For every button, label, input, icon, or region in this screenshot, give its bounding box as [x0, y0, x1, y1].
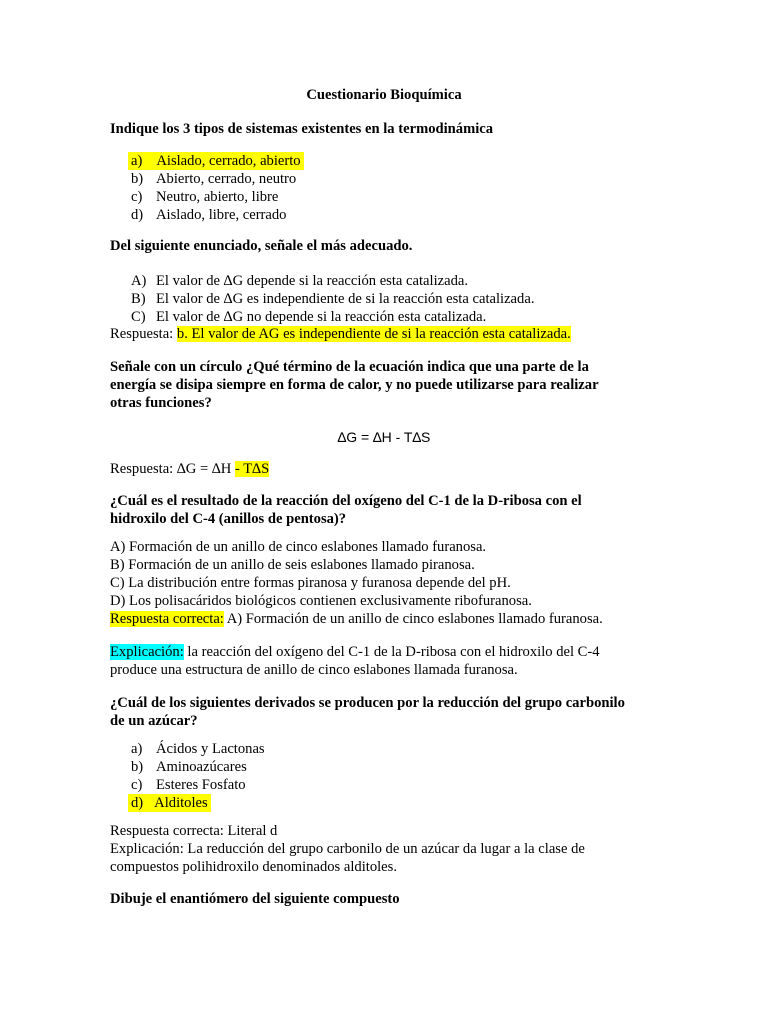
q4-answer-text: A) Formación de un anillo de cinco eslabones llamado furanosa.	[226, 611, 603, 627]
question-6: Dibuje el enantiómero del siguiente compuesto	[110, 891, 400, 907]
q2-option-b-marker: B)	[131, 291, 146, 307]
q1-option-b-marker: b)	[131, 171, 144, 187]
question-2: Del siguiente enunciado, señale el más adecuado.	[110, 238, 413, 254]
question-4-line-1: ¿Cuál es el resultado de la reacción del oxígeno del C-1 de la D-ribosa con el	[110, 493, 582, 509]
q2-option-a-marker: A)	[131, 273, 147, 289]
q5-answer: Respuesta correcta: Literal d	[110, 823, 278, 839]
q3-equation: ∆G = ∆H - T∆S	[337, 429, 431, 445]
page-title: Cuestionario Bioquímica	[306, 87, 462, 103]
q2-option-a-text: El valor de ∆G depende si la reacción esta catalizada.	[156, 273, 468, 289]
q2-answer-highlight: b. El valor de AG es independiente de si la reacción esta catalizada.	[176, 326, 571, 342]
question-5-line-1: ¿Cuál de los siguientes derivados se producen por la reducción del grupo carbonilo	[110, 695, 625, 711]
q4-option-a: A) Formación de un anillo de cinco eslabones llamado furanosa.	[110, 539, 487, 555]
q5-option-c-marker: c)	[131, 777, 143, 793]
q4-answer-label: Respuesta correcta:	[110, 611, 224, 627]
q4-explanation-line-1	[110, 643, 600, 661]
question-4-line-2: hidroxilo del C-4 (anillos de pentosa)?	[110, 511, 347, 527]
q5-explanation-line-2: compuestos polihidroxilo denominados alditoles.	[110, 859, 397, 875]
q3-answer-label: Respuesta: ∆G = ∆H	[110, 461, 232, 477]
q2-answer-label: Respuesta:	[110, 326, 174, 342]
q5-option-d-text: Alditoles	[154, 795, 208, 811]
q5-option-a-marker: a)	[131, 741, 143, 757]
q5-option-b-text: Aminoazúcares	[156, 759, 247, 775]
q1-option-a-marker: a)	[131, 153, 143, 169]
question-3-line-2: energía se disipa siempre en forma de calor, y no puede utilizarse para realizar	[110, 377, 599, 393]
q2-option-c-text: El valor de ∆G no depende si la reacción esta catalizada.	[156, 309, 487, 325]
q4-answer	[110, 610, 603, 628]
q1-option-c-text: Neutro, abierto, libre	[156, 189, 279, 205]
q2-option-c-marker: C)	[131, 309, 146, 325]
q5-option-d-highlight	[128, 794, 211, 812]
q5-option-c-text: Esteres Fosfato	[156, 777, 246, 793]
q2-answer	[110, 325, 571, 343]
q4-explanation-line-2: produce una estructura de anillo de cinco eslabones llamada furanosa.	[110, 662, 518, 678]
question-1: Indique los 3 tipos de sistemas existentes en la termodinámica	[110, 121, 494, 137]
q2-option-b-text: El valor de ∆G es independiente de si la reacción esta catalizada.	[156, 291, 535, 307]
q3-answer	[110, 460, 269, 478]
question-3-line-1: Señale con un círculo ¿Qué término de la ecuación indica que una parte de la	[110, 359, 589, 375]
q3-answer-highlight: - T∆S	[235, 461, 270, 477]
q1-option-b-text: Abierto, cerrado, neutro	[156, 171, 297, 187]
q4-option-b: B) Formación de un anillo de seis eslabones llamado piranosa.	[110, 557, 475, 573]
question-3-line-3: otras funciones?	[110, 395, 212, 411]
q1-option-a-highlight	[128, 152, 304, 170]
q1-option-d-marker: d)	[131, 207, 144, 223]
q4-explanation-label: Explicación:	[110, 644, 184, 660]
q1-option-a-text: Aislado, cerrado, abierto	[156, 153, 301, 169]
q5-option-a-text: Ácidos y Lactonas	[156, 741, 265, 757]
q5-option-d-marker: d)	[131, 795, 144, 811]
q5-explanation-line-1: Explicación: La reducción del grupo carbonilo de un azúcar da lugar a la clase de	[110, 841, 585, 857]
q4-option-d: D) Los polisacáridos biológicos contienen exclusivamente ribofuranosa.	[110, 593, 532, 609]
q5-option-b-marker: b)	[131, 759, 144, 775]
q4-option-c: C) La distribución entre formas piranosa y furanosa depende del pH.	[110, 575, 511, 591]
question-5-line-2: de un azúcar?	[110, 713, 198, 729]
q1-option-d-text: Aislado, libre, cerrado	[156, 207, 287, 223]
q1-option-c-marker: c)	[131, 189, 143, 205]
q4-explanation-text-1: la reacción del oxígeno del C-1 de la D-ribosa con el hidroxilo del C-4	[187, 644, 600, 660]
